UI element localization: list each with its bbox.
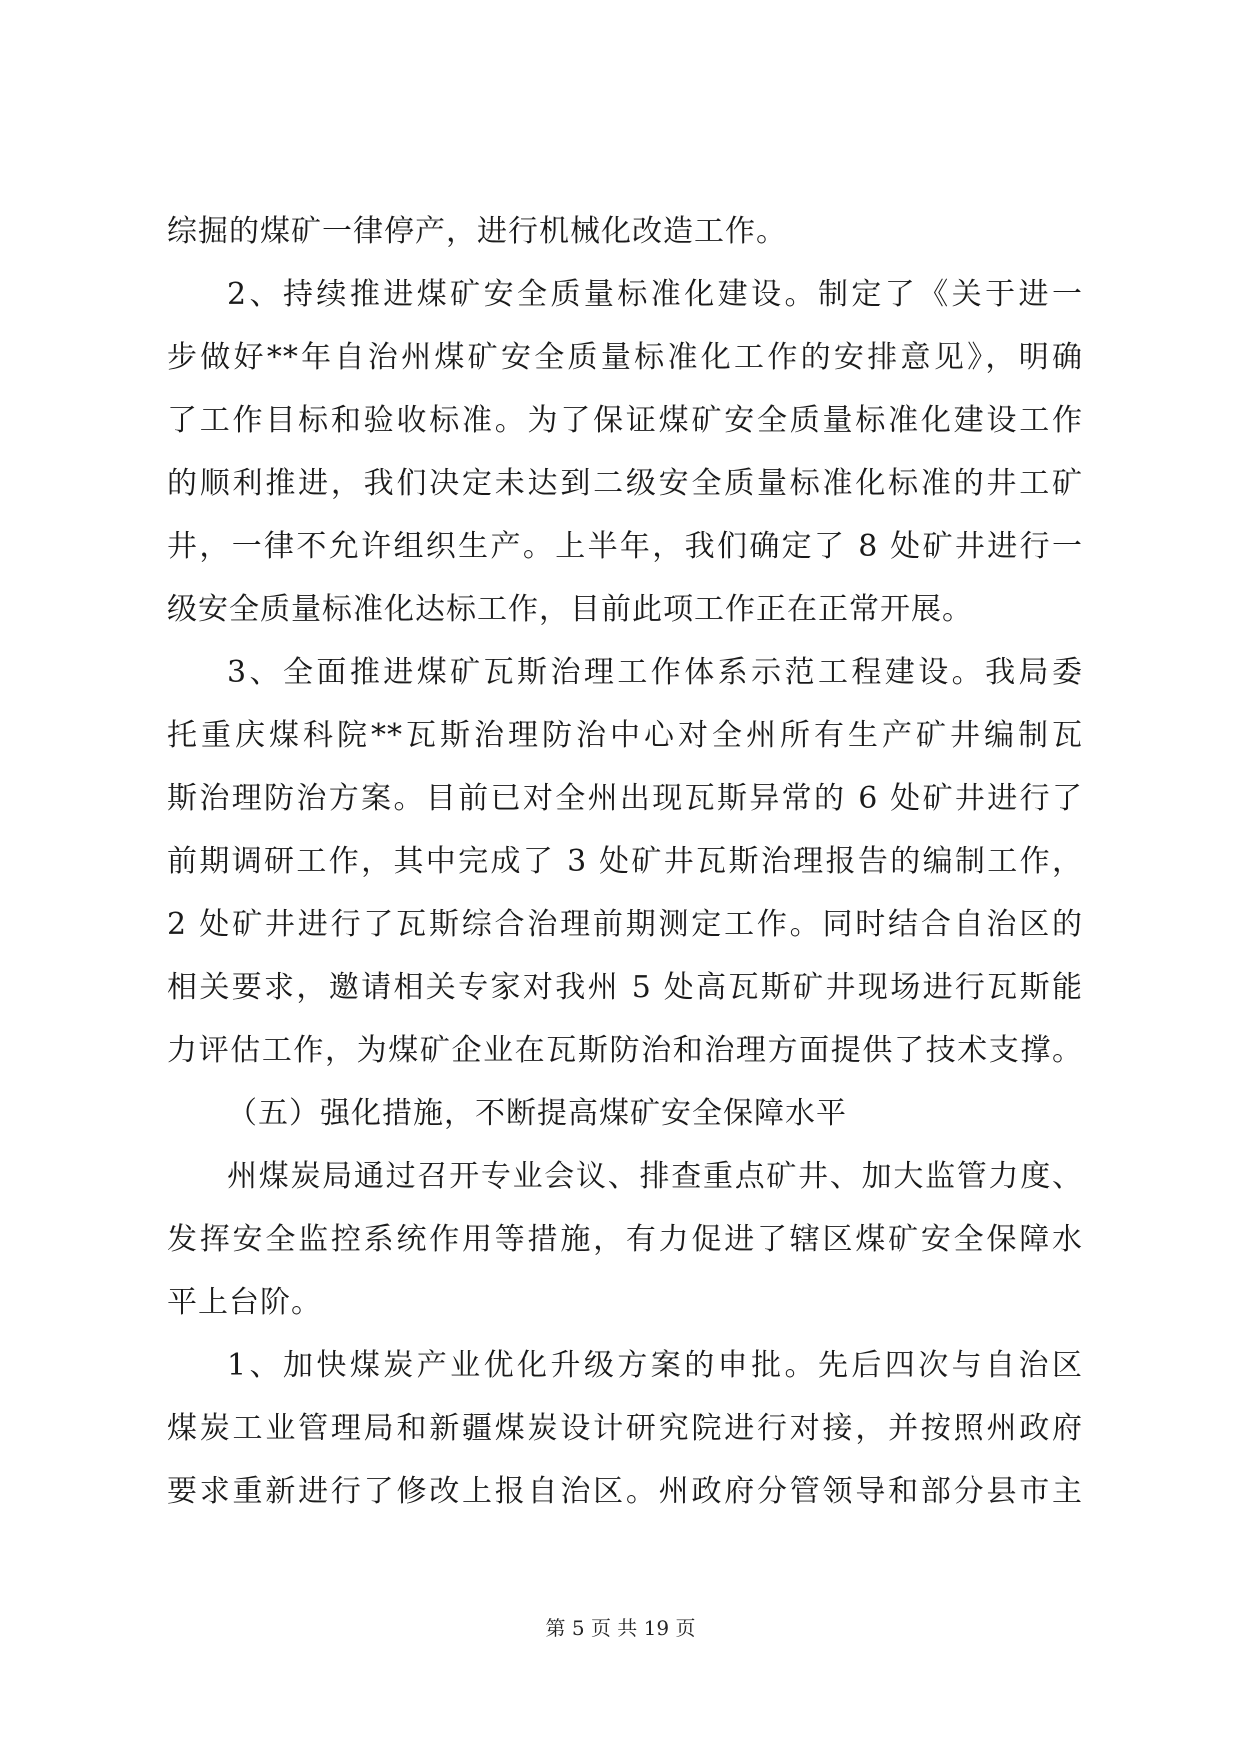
text-line: 2、持续推进煤矿安全质量标准化建设。制定了《关于进一	[227, 277, 1083, 312]
text-line: 发挥安全监控系统作用等措施，有力促进了辖区煤矿安全保障水	[167, 1222, 1083, 1257]
page-footer: 第 5 页 共 19 页	[545, 1616, 696, 1640]
document-body	[167, 200, 1083, 1523]
text-line: 了工作目标和验收标准。为了保证煤矿安全质量标准化建设工作	[167, 403, 1083, 438]
text-line: 斯治理防治方案。目前已对全州出现瓦斯异常的 6 处矿井进行了	[167, 781, 1083, 816]
text-line: 3、全面推进煤矿瓦斯治理工作体系示范工程建设。我局委	[227, 655, 1083, 690]
section-heading: （五）强化措施，不断提高煤矿安全保障水平	[227, 1096, 847, 1131]
text-line: 步做好**年自治州煤矿安全质量标准化工作的安排意见》，明确	[167, 340, 1083, 375]
text-line: 平上台阶。	[167, 1285, 322, 1320]
text-line: 井，一律不允许组织生产。上半年，我们确定了 8 处矿井进行一	[167, 529, 1083, 564]
text-line: 煤炭工业管理局和新疆煤炭设计研究院进行对接，并按照州政府	[167, 1411, 1083, 1446]
text-line: 级安全质量标准化达标工作，目前此项工作正在正常开展。	[167, 592, 973, 627]
text-line: 州煤炭局通过召开专业会议、排查重点矿井、加大监管力度、	[227, 1159, 1083, 1194]
text-line: 前期调研工作，其中完成了 3 处矿井瓦斯治理报告的编制工作，	[167, 844, 1083, 879]
text-line: 力评估工作，为煤矿企业在瓦斯防治和治理方面提供了技术支撑。	[167, 1033, 1083, 1068]
text-line: 相关要求，邀请相关专家对我州 5 处高瓦斯矿井现场进行瓦斯能	[167, 970, 1083, 1005]
text-line: 要求重新进行了修改上报自治区。州政府分管领导和部分县市主	[167, 1474, 1083, 1509]
text-line: 综掘的煤矿一律停产，进行机械化改造工作。	[167, 214, 787, 249]
text-line: 2 处矿井进行了瓦斯综合治理前期测定工作。同时结合自治区的	[167, 907, 1083, 942]
text-line: 1、加快煤炭产业优化升级方案的申批。先后四次与自治区	[227, 1348, 1083, 1383]
text-line: 托重庆煤科院**瓦斯治理防治中心对全州所有生产矿井编制瓦	[167, 718, 1083, 753]
text-line: 的顺利推进，我们决定未达到二级安全质量标准化标准的井工矿	[167, 466, 1083, 501]
